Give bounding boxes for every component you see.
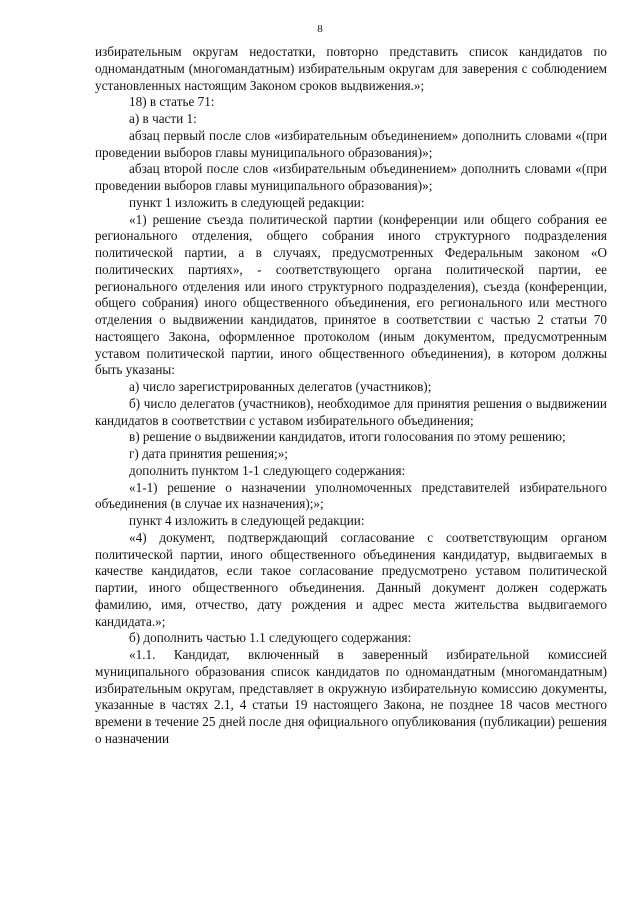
paragraph: «1) решение съезда политической партии (конференции или общего собрания ее регионального отделения, общего собрания иного структурного подразделения политической партии, а в случаях, предусмотренных Федеральным законом «О политических партиях», - соответствующего органа политической партии, ее регионального отделения или иного структурного подразделения), съезда (конференции, общего собрания) иного общественного объединения, его регионального или местного отделения о выдвижении кандидатов, принятое в соответствии с частью 2 статьи 70 настоящего Закона, оформленное протоколом (иным документом, предусмотренным уставом политической партии, иного общественного объединения), в котором должны быть указаны: bbox=[95, 211, 607, 378]
paragraph: абзац первый после слов «избирательным объединением» дополнить словами «(при проведении выборов главы муниципального образования)»; bbox=[95, 127, 607, 160]
paragraph: а) число зарегистрированных делегатов (участников); bbox=[129, 379, 432, 394]
paragraph: «4) документ, подтверждающий согласование с соответствующим органом политической партии, иного общественного объединения кандидатур, выдвигаемых в качестве кандидатов, если такое согласование предусмотрено уставом политической партии, иного общественного объединения. Данный документ должен содержать фамилию, имя, отчество, дату рождения и адрес места жительства выдвигаемого кандидата.»; bbox=[95, 529, 607, 629]
paragraph: абзац второй после слов «избирательным объединением» дополнить словами «(при проведении выборов главы муниципального образования)»; bbox=[95, 161, 607, 193]
paragraph: г) дата принятия решения;»; bbox=[129, 446, 288, 461]
paragraph: 18) в статье 71: bbox=[129, 94, 215, 110]
paragraph: избирательным округам недостатки, повторно представить список кандидатов по одномандатным (многомандатным) избирательным округам для заверения с соблюдением установленных настоящим Законом сроков выдвижения.»; bbox=[95, 44, 607, 93]
paragraph: «1.1. Кандидат, включенный в заверенный избирательной комиссией муниципального образования список кандидатов по одномандатным (многомандатным) избирательным округам, представляет в окружную избирательную комиссию документы, указанные в частях 2.1, 4 статьи 19 настоящего Закона, не позднее 18 часов местного времени в течение 25 дней после дня официального опубликования (публикации) решения о назначении bbox=[95, 647, 607, 746]
paragraph: б) число делегатов (участников), необходимое для принятия решения о выдвижении кандидатов в соответствии с уставом избирательного объединения; bbox=[95, 395, 607, 428]
paragraph: пункт 4 изложить в следующей редакции: bbox=[129, 513, 365, 528]
paragraph: в) решение о выдвижении кандидатов, итоги голосования по этому решению; bbox=[129, 429, 566, 445]
paragraph: пункт 1 изложить в следующей редакции: bbox=[129, 194, 365, 210]
document-body bbox=[95, 44, 607, 748]
paragraph: а) в части 1: bbox=[129, 111, 197, 126]
paragraph: дополнить пунктом 1-1 следующего содержания: bbox=[129, 462, 406, 478]
paragraph: б) дополнить частью 1.1 следующего содержания: bbox=[129, 630, 412, 646]
page-number: 8 bbox=[317, 23, 323, 35]
paragraph: «1-1) решение о назначении уполномоченных представителей избирательного объединения (в случае их назначения);»; bbox=[95, 479, 607, 512]
